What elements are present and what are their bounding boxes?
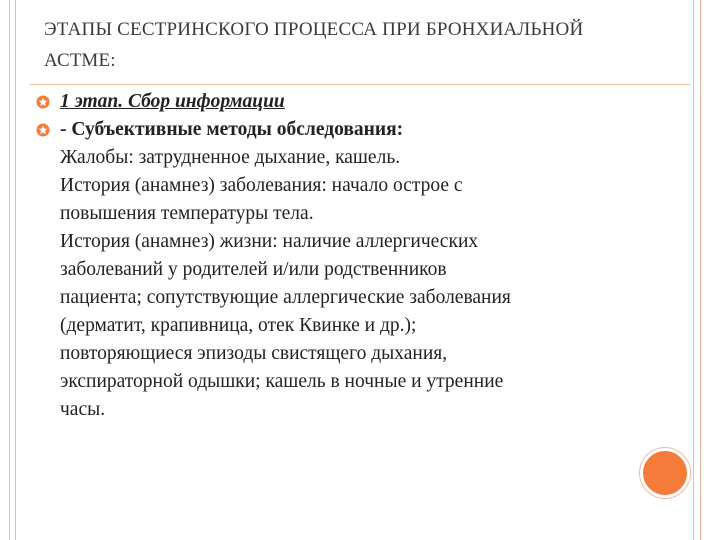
frame-line-right-outer	[700, 0, 701, 540]
methods-heading: - Субъективные методы обследования:	[60, 119, 404, 140]
title-divider	[30, 84, 690, 85]
star-bullet-icon	[36, 95, 50, 109]
slide-title-line1: ЭТАПЫ СЕСТРИНСКОГО ПРОЦЕССА ПРИ БРОНХИАЛЬНОЙ	[44, 19, 584, 40]
frame-line-left-inner	[15, 0, 16, 540]
slide-body	[36, 88, 656, 424]
stage-heading: 1 этап. Сбор информации	[60, 91, 285, 112]
slide-title-line2: АСТМЕ:	[44, 50, 116, 71]
body-line: Жалобы: затрудненное дыхание, кашель.	[60, 147, 401, 168]
frame-line-right-inner	[693, 0, 694, 540]
body-line: пациента; сопутствующие аллергические заболевания	[60, 287, 511, 308]
body-line: экспираторной одышки; кашель в ночные и утренние	[60, 371, 504, 392]
star-bullet-icon	[36, 123, 50, 137]
bullet-item-methods	[36, 116, 656, 144]
orange-circle-icon	[640, 448, 690, 498]
bullet-item-stage	[36, 88, 656, 116]
body-line: История (анамнез) жизни: наличие аллергических	[60, 231, 479, 252]
slide-title	[44, 14, 664, 76]
frame-line-left-outer	[9, 0, 10, 540]
body-line: заболеваний у родителей и/или родственников	[60, 259, 447, 280]
body-line: повышения температуры тела.	[60, 203, 314, 224]
body-line: История (анамнез) заболевания: начало острое с	[60, 175, 463, 196]
body-line: часы.	[60, 399, 106, 420]
body-line: (дерматит, крапивница, отек Квинке и др.);	[60, 315, 417, 336]
body-line: повторяющиеся эпизоды свистящего дыхания,	[60, 343, 448, 364]
